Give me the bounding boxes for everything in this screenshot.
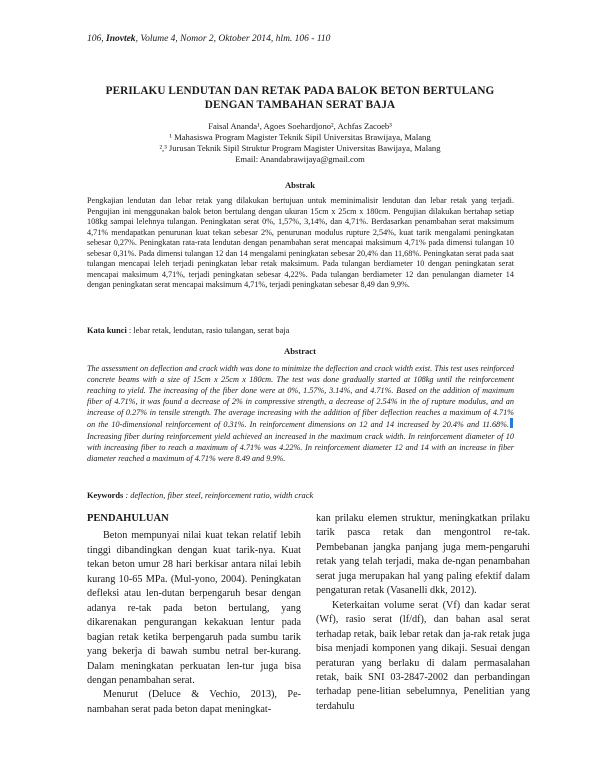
left-paragraph-1: Beton mempunyai nilai kuat tekan relatif lebih tinggi dibandingkan dengan kuat tarik-nya. Kuat tekan beton umur 28 hari berkisar antara nilai lebih kurang 10-65 MPa. (Mul-yono, 2004). Peningkatan defleksi atau len-dutan berpengaruh besar dengan adanya re-tak pada beton bertulang, yang dikarenakan pengurangan kekakuan lentur pada bagian retak ketika berpengaruh pada sumbu tarik yang bekerja di bawah sumbu netral ber-kurang. Dalam meningkatan perkuatan len-tur juga bisa dengan penambahan serat. bbox=[87, 530, 301, 686]
kata-kunci-label: Kata kunci bbox=[87, 326, 127, 335]
author-block bbox=[60, 121, 540, 165]
header-page-number: 106, bbox=[87, 34, 104, 44]
abstrak-body: Pengkajian lendutan dan lebar retak yang dilakukan bertujuan untuk meminimalisir lendutan dan lebar retak yang terjadi. Pengujian ini menggunakan balok beton bertulang dengan ukuran 15cm x 25cm x 180cm. Pengujian dilakukan bertahap setiap 108kg sampai lelehnya tulangan. Peningkatan serat 0%, 1,57%, 3,14%, dan 4,71%. Berdasarkan penambahan serat maksimum 4,71% mendapatkan penurunan kuat tekan sebesar 2%, penurunan modulus rupture 2,54%, kuat tarik mengalami peningkatan sebesar 0,27%. Peningkatan rata-rata lendutan dengan penambahan serat mencapai maksimum 4,71% pada dimensi tulangan 10 sebesar 0,31%. Pada dimensi tulangan 12 dan 14 mengalami peningkatan sebesar 20,4% dan 11,68%. Peningkatan serat pada saat tulangan mencapai leleh terjadi peningkatan lebar retak maksimum. Pada tulangan berdiameter 10 dengan peningkatan serat mencapai maksimum 4,71%, terjadi peningkatan sebesar 4,22%. Pada tulangan berdiameter 12 dan penulangan diameter 14 dengan peningkatan serat mencapai maksimum 4,71%, terjadi peningkatan sebesar 8,49 dan 9,9%. bbox=[87, 196, 514, 290]
header-journal-name: Inovtek bbox=[106, 34, 136, 44]
running-header bbox=[87, 34, 330, 44]
author-names: Faisal Ananda¹, Agoes Soehardjono², Achfas Zacoeb³ bbox=[208, 121, 392, 131]
author-email: Email: Anandabrawijaya@gmail.com bbox=[235, 154, 365, 164]
left-paragraph-2: Menurut (Deluce & Vechio, 2013), Pe-nambahan serat pada beton dapat meningkat- bbox=[87, 689, 301, 715]
right-paragraph-1: kan prilaku elemen struktur, meningkatkan prilaku tarik pasca retak dan mengontrol re-tak. Pembebanan jangka panjang juga mem-pengaruhi retak yang telah terjadi, maka de-ngan penambahan serat juga merupakan hal yang paling efektif dalam pengaturan retak (Vasanelli dkk, 2012). bbox=[316, 513, 530, 597]
kata-kunci-line bbox=[87, 326, 514, 335]
right-paragraph-2: Keterkaitan volume serat (Vf) dan kadar serat (Wf), rasio serat (lf/df), dan bahan asal serat terhadap retak, baik lebar retak dan ja-rak retak juga bisa menjadi komponen yang dikaji. Sesuai dengan peraturan yang berlaku di dalam permasalahan retak, baik SNI 03-2847-2002 dan perbandingan terhadap pene-litian sebelumnya, Penelitian yang terdahulu bbox=[316, 599, 530, 712]
abstract-body bbox=[87, 363, 514, 464]
header-volume-info: , Volume 4, Nomor 2, Oktober 2014, hlm. 106 - 110 bbox=[135, 34, 331, 44]
affiliation-1: ¹ Mahasiswa Program Magister Teknik Sipil Universitas Brawijaya, Malang bbox=[169, 132, 431, 142]
abstrak-heading: Abstrak bbox=[284, 180, 316, 190]
title-line-2: DENGAN TAMBAHAN SERAT BAJA bbox=[204, 99, 396, 111]
affiliation-2: ²,³ Jurusan Teknik Sipil Struktur Program Magister Universitas Bawijaya, Malang bbox=[159, 143, 441, 153]
abstract-body-part-1: The assessment on deflection and crack width was done to minimize the deflection and crack width exist. This test uses reinforced concrete beams with a size of 15cm x 25cm x 180cm. The test was done gradually started at 108kg until the reinforcement reaching to yield. The increasing of the fiber done were at 0%, 1.57%, 3.14%, and 4.71%. Based on the addition of maximum fiber of 4.71%, it was found a decrease of 2% in compressive strength, a decrease of 2.54% in the of rupture modulus, and an increase of 0.27% in tensile strength. The average increasing with the addition of fiber deflection reaches a maximum of 4.71% on the 10-dimensional reinforcement of 0.31%. In reinforcement dimensions on 12 and 14 increased by 20.4% and 11.68%. bbox=[87, 364, 514, 430]
title-line-1: PERILAKU LENDUTAN DAN RETAK PADA BALOK BETON BERTULANG bbox=[105, 85, 495, 97]
right-column bbox=[316, 512, 530, 714]
keywords-line bbox=[87, 491, 514, 500]
text-cursor-icon bbox=[510, 418, 513, 428]
abstract-body-part-2: Increasing fiber during reinforcement yield achieved an increased in the maximum crack width. In reinforcement diameter of 10 with increasing fiber to reach a maximum of 4.71% was 4.22%. In reinforcement diameter 12 and 14 with an increase in fiber diameter reached a maximum of 4.71% were 8.49 and 9.9%. bbox=[87, 431, 514, 463]
abstract-heading: Abstract bbox=[284, 346, 316, 356]
left-column bbox=[87, 512, 301, 717]
keywords-label: Keywords bbox=[87, 491, 124, 500]
section-title-pendahuluan: PENDAHULUAN bbox=[87, 513, 169, 524]
keywords-text: : deflection, fiber steel, reinforcement ratio, width crack bbox=[123, 491, 314, 500]
paper-title bbox=[60, 84, 540, 112]
kata-kunci-text: : lebar retak, lendutan, rasio tulangan, serat baja bbox=[126, 326, 290, 335]
